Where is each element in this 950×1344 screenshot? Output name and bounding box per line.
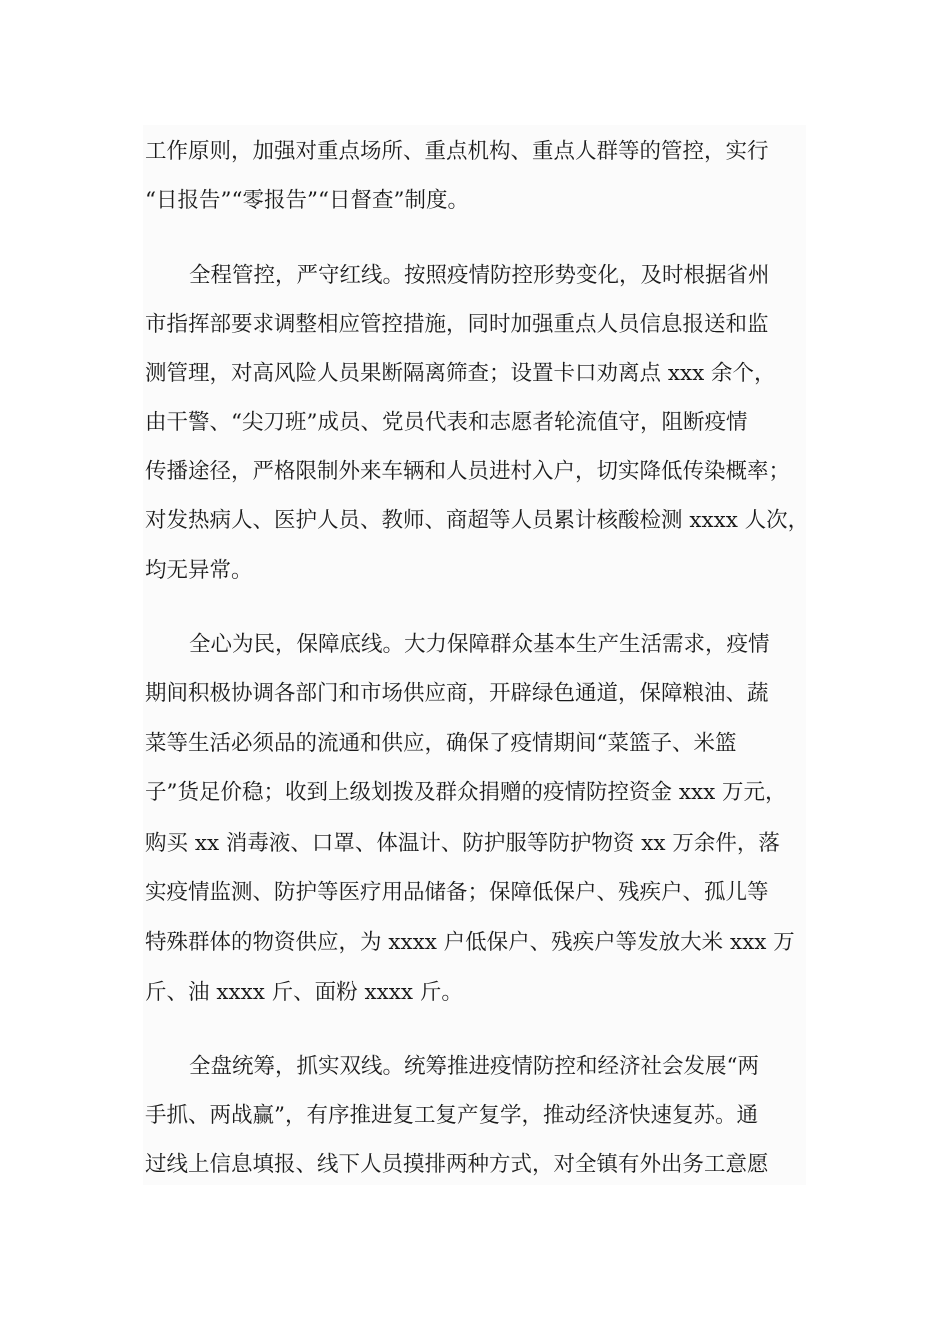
paragraph-line: 全盘统筹，抓实双线。统筹推进疫情防控和经济社会发展“两 — [189, 1054, 759, 1079]
paragraph-line: 过线上信息填报、线下人员摸排两种方式，对全镇有外出务工意愿 — [145, 1152, 769, 1177]
paragraph-line: “日报告”“零报告”“日督查”制度。 — [145, 188, 469, 213]
paragraph-line: 实疫情监测、防护等医疗用品储备；保障低保户、残疾户、孤儿等 — [145, 880, 769, 905]
paragraph-line: 子”货足价稳；收到上级划拨及群众捐赠的疫情防控资金 xxx 万元， — [145, 780, 787, 805]
paragraph-line: 特殊群体的物资供应，为 xxxx 户低保户、残疾户等发放大米 xxx 万 — [145, 930, 795, 955]
paragraph-line: 对发热病人、医护人员、教师、商超等人员累计核酸检测 xxxx 人次， — [145, 508, 810, 533]
paragraph-line: 全程管控，严守红线。按照疫情防控形势变化，及时根据省州 — [189, 263, 770, 288]
paragraph-line: 期间积极协调各部门和市场供应商，开辟绿色通道，保障粮油、蔬 — [145, 681, 769, 706]
paragraph-line: 斤、油 xxxx 斤、面粉 xxxx 斤。 — [145, 980, 463, 1005]
paragraph-line: 手抓、两战赢”，有序推进复工复产复学，推动经济快速复苏。通 — [145, 1103, 758, 1128]
paragraph-line: 市指挥部要求调整相应管控措施，同时加强重点人员信息报送和监 — [145, 312, 769, 337]
paragraph-line: 全心为民，保障底线。大力保障群众基本生产生活需求，疫情 — [189, 632, 770, 657]
paragraph-line: 测管理，对高风险人员果断隔离筛查；设置卡口劝离点 xxx 余个， — [145, 361, 776, 386]
paragraph-line: 均无异常。 — [145, 558, 253, 583]
paragraph-line: 传播途径，严格限制外来车辆和人员进村入户，切实降低传染概率； — [145, 459, 791, 484]
paragraph-line: 由干警、“尖刀班”成员、党员代表和志愿者轮流值守，阻断疫情 — [145, 410, 748, 435]
paragraph-line: 工作原则，加强对重点场所、重点机构、重点人群等的管控，实行 — [145, 139, 769, 164]
paragraph-line: 购买 xx 消毒液、口罩、体温计、防护服等防护物资 xx 万余件，落 — [145, 831, 780, 856]
paragraph-line: 菜等生活必须品的流通和供应，确保了疫情期间“菜篮子、米篮 — [145, 731, 737, 756]
